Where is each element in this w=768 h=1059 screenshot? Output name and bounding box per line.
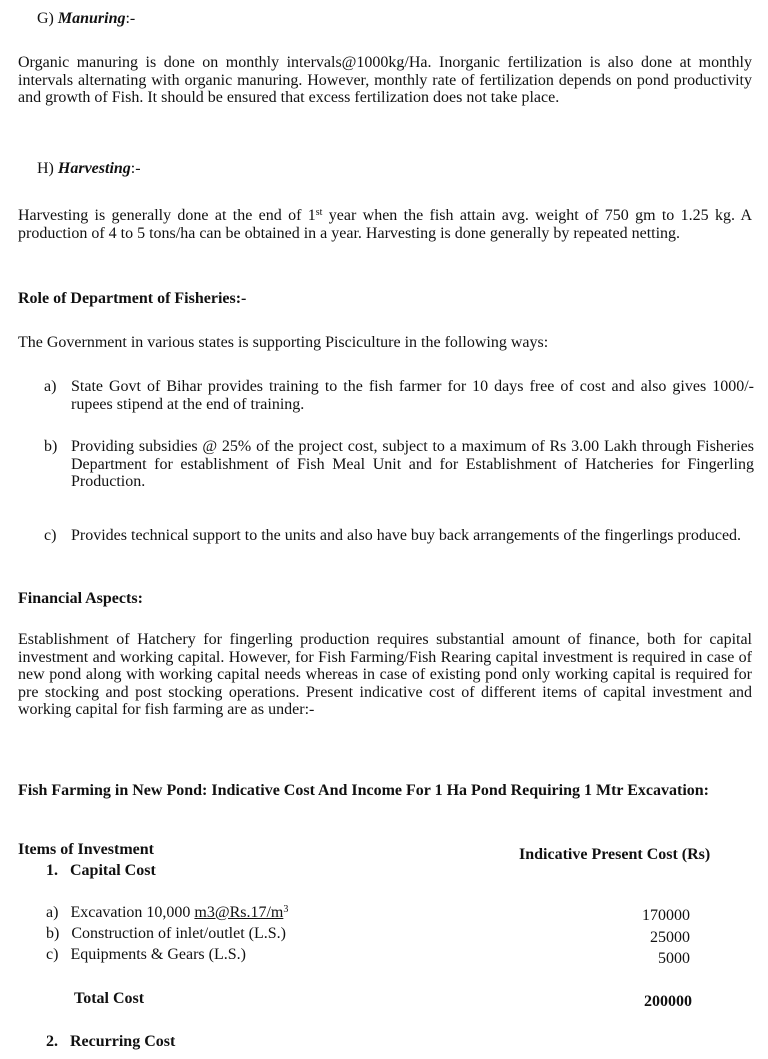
- financial-paragraph: Establishment of Hatchery for fingerling production requires substantial amount of finance, both for capital investment and working capital. However, for Fish Farming/Fish Rearing capital investment is required in case of new pond along with working capital needs whereas in case of existing pond only working capital is required for pre stocking and post stocking operations. Present indicative cost of different items of capital investment and working capital for fish farming are as under:-: [18, 631, 752, 718]
- recurring-cost-label: Recurring Cost: [70, 1033, 176, 1050]
- capital-row: [46, 925, 286, 943]
- role-intro: The Government in various states is supporting Pisciculture in the following ways:: [18, 334, 549, 351]
- cost-column-header: Indicative Present Cost (Rs): [519, 846, 711, 863]
- role-item-b: [44, 438, 754, 491]
- capital-row: [46, 946, 246, 964]
- role-item-c: [44, 527, 754, 545]
- row-label-underlined: m3@Rs.17/m: [194, 904, 284, 921]
- recurring-cost-marker: 2.: [46, 1033, 58, 1050]
- financial-heading: Financial Aspects:: [18, 590, 143, 607]
- row-label-sup: 3: [283, 904, 289, 915]
- role-item-marker: a): [44, 378, 57, 395]
- capital-cost-heading: [46, 862, 156, 880]
- row-label-plain: Excavation 10,000: [70, 904, 195, 921]
- items-column-header: Items of Investment: [18, 841, 154, 858]
- harvesting-text-a: Harvesting is generally done at the end of 1: [18, 207, 316, 224]
- harvesting-subheading: [37, 160, 141, 178]
- row-value: 170000: [642, 907, 690, 924]
- harvesting-paragraph: [18, 207, 752, 242]
- row-marker: c): [46, 946, 59, 963]
- row-label: Construction of inlet/outlet (L.S.): [71, 925, 286, 942]
- capital-row: [46, 904, 288, 922]
- role-item-marker: c): [44, 527, 57, 544]
- row-label: Equipments & Gears (L.S.): [70, 946, 246, 963]
- role-item-marker: b): [44, 438, 58, 455]
- role-item-text: Provides technical support to the units and also have buy back arrangements of the fingerlings produced.: [71, 527, 742, 544]
- row-value: 5000: [658, 950, 690, 967]
- recurring-cost-heading: [46, 1033, 175, 1051]
- harvesting-text-b: year when the fish attain avg. weight of 750 gm to 1.25 kg. A production of 4 to 5 tons/ha can be obtained in a year. Harvesting is done generally by repeated netting.: [18, 207, 752, 242]
- capital-cost-label: Capital Cost: [70, 862, 156, 879]
- row-value: 25000: [650, 929, 690, 946]
- manuring-subheading: [37, 10, 135, 28]
- manuring-marker: G): [37, 10, 54, 27]
- total-cost-label: Total Cost: [74, 990, 145, 1007]
- fish-farming-heading: Fish Farming in New Pond: Indicative Cost And Income For 1 Ha Pond Requiring 1 Mtr Excavation:: [18, 782, 709, 799]
- total-cost-value: 200000: [644, 993, 692, 1010]
- manuring-suffix: :-: [125, 10, 136, 27]
- row-label: [70, 904, 288, 921]
- capital-cost-marker: 1.: [46, 862, 58, 879]
- role-heading: Role of Department of Fisheries:-: [18, 290, 247, 307]
- role-item-text: Providing subsidies @ 25% of the project cost, subject to a maximum of Rs 3.00 Lakh through Fisheries Department for establishment of Fish Meal Unit and for Establishment of Hatcheries for Fingerling Production.: [71, 438, 754, 490]
- role-item-text: State Govt of Bihar provides training to the fish farmer for 10 days free of cost and also gives 1000/- rupees stipend at the end of training.: [71, 378, 754, 413]
- row-marker: b): [46, 925, 60, 942]
- harvesting-sup: st: [315, 207, 323, 218]
- role-item-a: [44, 378, 754, 413]
- harvesting-suffix: :-: [130, 160, 141, 177]
- row-marker: a): [46, 904, 59, 921]
- harvesting-title: Harvesting: [57, 160, 131, 177]
- manuring-title: Manuring: [57, 10, 126, 27]
- manuring-paragraph: Organic manuring is done on monthly intervals@1000kg/Ha. Inorganic fertilization is also done at monthly intervals alternating with organic manuring. However, monthly rate of fertilization depends on pond productivity and growth of Fish. It should be ensured that excess fertilization does not take place.: [18, 54, 752, 106]
- harvesting-marker: H): [37, 160, 54, 177]
